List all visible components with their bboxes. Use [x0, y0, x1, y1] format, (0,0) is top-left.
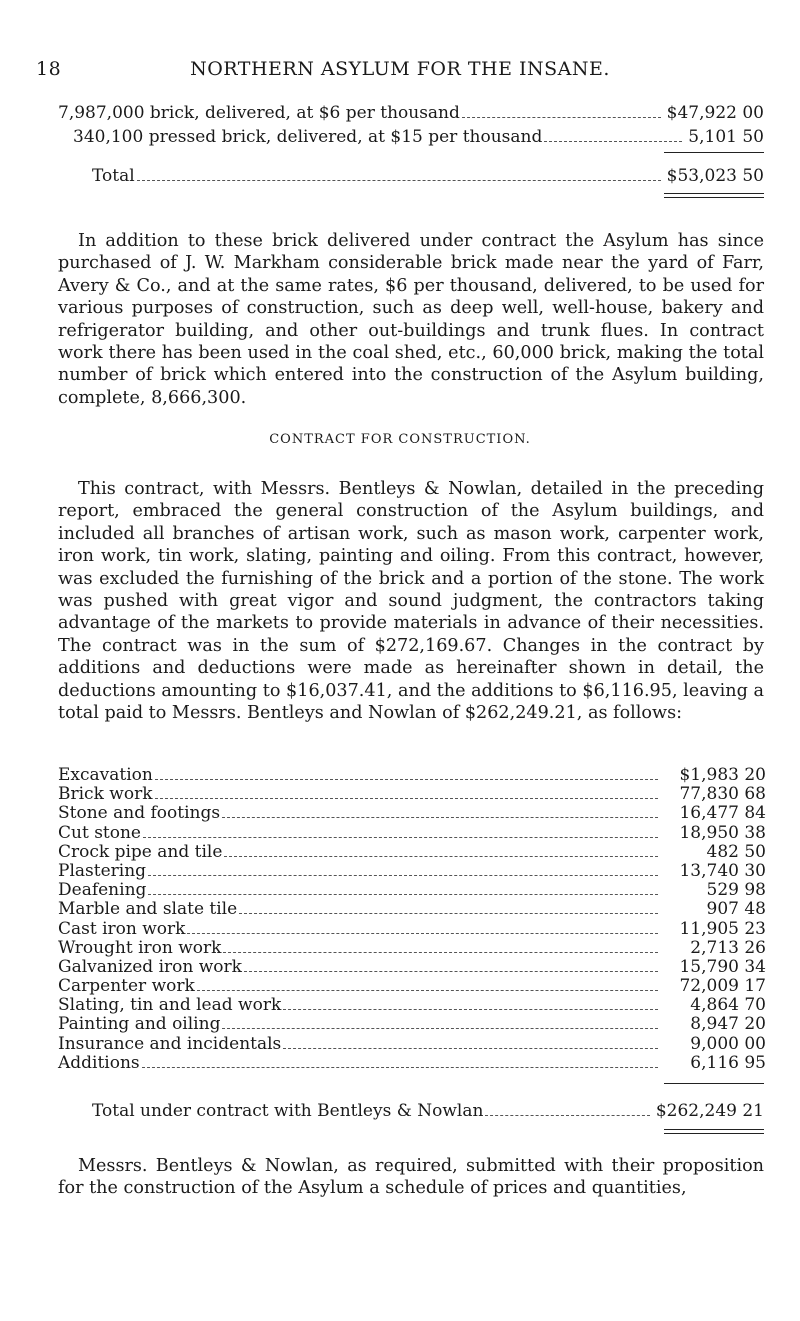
brick-total-amount: $53,023 50	[666, 166, 764, 186]
item-amount: 2,713 26	[690, 937, 766, 958]
page-number: 18	[36, 58, 62, 80]
section-heading: CONTRACT FOR CONSTRUCTION.	[269, 432, 531, 447]
pressed-brick-row-label: 340,100 pressed brick, delivered, at $15 per thousand	[73, 127, 543, 147]
leader-dots	[544, 140, 682, 142]
leader-dots	[239, 913, 658, 914]
list-item	[58, 881, 766, 900]
paragraph-additional-brick	[58, 230, 764, 409]
item-amount: 18,950 38	[679, 822, 766, 843]
item-amount: 907 48	[706, 899, 766, 920]
item-label: Marble and slate tile	[58, 899, 238, 920]
item-amount: 482 50	[706, 841, 766, 862]
leader-dots	[223, 952, 658, 953]
paragraph-text: This contract, with Messrs. Bentleys & Nowlan, detailed in the preceding report, embraced the general construction of the Asylum buildings, and included all branches of artisan work, such as mason work, carpenter work, iron work, tin work, slating, painting and oiling. From this contract, however, was excluded the furnishing of the brick and a portion of the stone. The work was pushed with great vigor and sound judgment, the contractors taking advantage of the markets to provide materials in advance of their necessities. The contract was in the sum of $272,169.67. Changes in the contract by additions and deductions were made as hereinafter shown in detail, the deductions amounting to $16,037.41, and the additions to $6,116.95, leaving a total paid to Messrs. Bentleys and Nowlan of $262,249.21, as follows:	[58, 479, 764, 724]
item-label: Wrought iron work	[58, 937, 222, 958]
brick-row-amount: $47,922 00	[666, 103, 764, 123]
brick-total-label: Total	[92, 166, 135, 186]
leader-dots	[148, 894, 658, 895]
item-amount: 529 98	[706, 880, 766, 901]
item-label: Cast iron work	[58, 918, 186, 939]
running-title: NORTHERN ASYLUM FOR THE INSANE.	[190, 58, 610, 80]
leader-dots	[142, 1067, 658, 1068]
item-label: Carpenter work	[58, 976, 195, 997]
leader-dots	[244, 971, 658, 972]
list-item	[58, 996, 766, 1015]
item-amount: 13,740 30	[679, 860, 766, 881]
list-item	[58, 920, 766, 939]
list-item	[58, 1054, 766, 1073]
brick-row	[0, 103, 800, 123]
item-label: Slating, tin and lead work	[58, 995, 282, 1016]
item-amount: $1,983 20	[679, 765, 766, 785]
list-item	[58, 900, 766, 919]
leader-dots	[485, 1114, 649, 1116]
item-label: Deafening	[58, 880, 147, 901]
leader-dots	[283, 1009, 658, 1010]
item-label: Stone and footings	[58, 803, 221, 824]
paragraph-text: In addition to these brick delivered under contract the Asylum has since purchased of J. W. Markham considerable brick made near the yard of Farr, Avery & Co., and at the same rates, $6 per thousand, delivered, to be used for various purposes of construction, such as deep well, well-house, bakery and refrigerator building, and other out-buildings and trunk flues. In contract work there has been used in the coal shed, etc., 60,000 brick, making the total number of brick which entered into the construction of the Asylum building, complete, 8,666,300.	[58, 231, 764, 408]
list-item	[58, 862, 766, 881]
subtotal-rule	[664, 1083, 764, 1084]
brick-row-label: 7,987,000 brick, delivered, at $6 per thousand	[58, 103, 460, 123]
item-amount: 72,009 17	[679, 976, 766, 997]
item-amount: 15,790 34	[679, 956, 766, 977]
item-amount: 9,000 00	[690, 1033, 766, 1054]
item-label: Painting and oiling	[58, 1014, 221, 1035]
item-label: Plastering	[58, 860, 147, 881]
item-label: Insurance and incidentals	[58, 1033, 282, 1054]
total-double-rule	[664, 1129, 764, 1134]
list-item	[58, 785, 766, 804]
page-header	[36, 58, 764, 84]
brick-total-row	[0, 166, 800, 186]
list-item	[58, 939, 766, 958]
subtotal-rule	[664, 152, 764, 153]
contract-total-amount: $262,249 21	[655, 1101, 764, 1121]
leader-dots	[197, 990, 658, 991]
contract-total-row	[0, 1101, 800, 1121]
item-label: Crock pipe and tile	[58, 841, 223, 862]
contract-items-list	[58, 766, 766, 1073]
pressed-brick-row	[0, 127, 800, 147]
item-amount: 4,864 70	[690, 995, 766, 1016]
item-label: Excavation	[58, 765, 153, 785]
list-item	[58, 843, 766, 862]
leader-dots	[187, 933, 658, 934]
item-label: Brick work	[58, 784, 153, 805]
leader-dots	[148, 875, 658, 876]
list-item	[58, 766, 766, 785]
list-item	[58, 958, 766, 977]
list-item	[58, 804, 766, 823]
leader-dots	[137, 179, 661, 181]
paragraph-text: Messrs. Bentleys & Nowlan, as required, submitted with their proposition for the construction of the Asylum a schedule of prices and quantities,	[58, 1156, 764, 1199]
list-item	[58, 977, 766, 996]
item-amount: 6,116 95	[690, 1052, 766, 1073]
item-amount: 16,477 84	[679, 803, 766, 824]
pressed-brick-row-amount: 5,101 50	[688, 127, 764, 147]
leader-dots	[155, 779, 658, 780]
item-label: Galvanized iron work	[58, 956, 242, 977]
leader-dots	[222, 817, 658, 818]
leader-dots	[155, 798, 659, 799]
leader-dots	[283, 1048, 658, 1049]
leader-dots	[222, 1028, 658, 1029]
item-amount: 8,947 20	[690, 1014, 766, 1035]
contract-total-label: Total under contract with Bentleys & Nowlan	[92, 1101, 484, 1121]
leader-dots	[143, 837, 658, 838]
item-label: Additions	[58, 1052, 140, 1073]
list-item	[58, 1035, 766, 1054]
total-double-rule	[664, 193, 764, 198]
leader-dots	[462, 116, 661, 118]
leader-dots	[224, 856, 658, 857]
item-label: Cut stone	[58, 822, 141, 843]
paragraph-contract	[58, 478, 764, 724]
item-amount: 77,830 68	[679, 784, 766, 805]
item-amount: 11,905 23	[679, 918, 766, 939]
paragraph-schedule	[58, 1155, 764, 1200]
list-item	[58, 1015, 766, 1034]
list-item	[58, 824, 766, 843]
